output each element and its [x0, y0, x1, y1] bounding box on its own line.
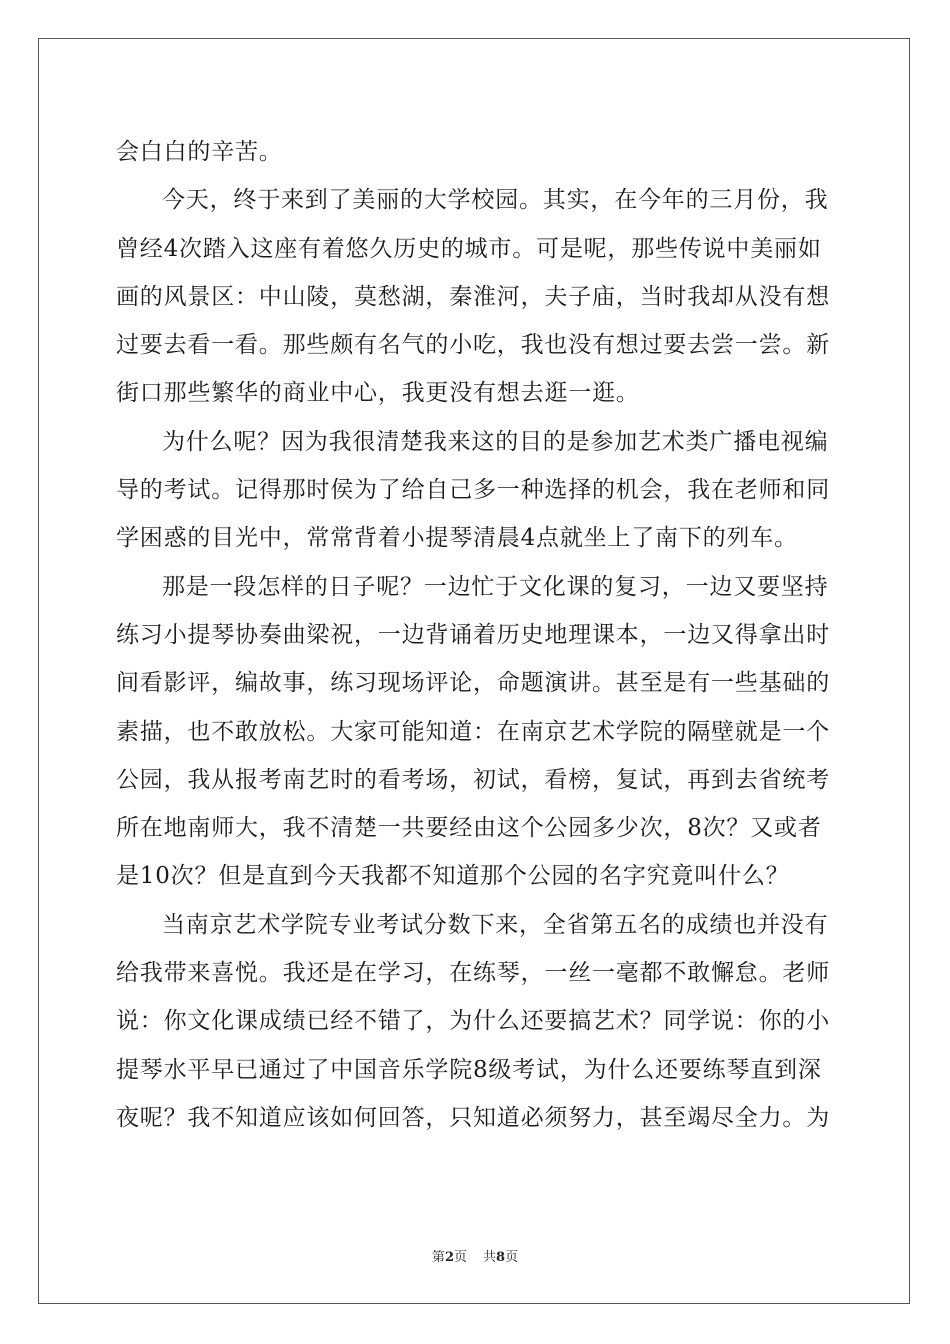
text-line: 过要去看一看。那些颇有名气的小吃，我也没有想过要去尝一尝。新 — [116, 332, 830, 359]
text-line: 间看影评，编故事，练习现场评论，命题演讲。甚至是有一些基础的 — [116, 670, 830, 697]
text-line: 那是一段怎样的日子呢？一边忙于文化课的复习，一边又要坚持 — [162, 573, 829, 600]
text-line: 公园，我从报考南艺时的看考场，初试，看榜，复试，再到去省统考 — [116, 766, 830, 793]
page-number: 2 — [444, 1250, 454, 1265]
text-line: 夜呢？我不知道应该如何回答，只知道必须努力，甚至竭尽全力。为 — [116, 1104, 830, 1131]
total-suffix: 页 — [505, 1250, 519, 1265]
text-line: 画的风景区：中山陵，莫愁湖，秦淮河，夫子庙，当时我却从没有想 — [116, 283, 830, 310]
text-line: 当南京艺术学院专业考试分数下来，全省第五名的成绩也并没有 — [162, 911, 829, 938]
text-line: 素描，也不敢放松。大家可能知道：在南京艺术学院的隔壁就是一个 — [116, 718, 830, 745]
total-pages: 8 — [496, 1250, 506, 1265]
text-line: 给我带来喜悦。我还是在学习，在练琴，一丝一毫都不敢懈怠。老师 — [116, 960, 830, 987]
text-line: 是10次？但是直到今天我都不知道那个公园的名字究竟叫什么？ — [116, 863, 790, 890]
text-line: 提琴水平早已通过了中国音乐学院8级考试，为什么还要练琴直到深 — [116, 1056, 822, 1083]
text-line: 所在地南师大，我不清楚一共要经由这个公园多少次，8次？又或者 — [116, 815, 822, 842]
text-line: 导的考试。记得那时侯为了给自己多一种选择的机会，我在老师和同 — [116, 477, 830, 504]
text-line: 学困惑的目光中，常常背着小提琴清晨4点就坐上了南下的列车。 — [116, 525, 798, 552]
total-prefix: 共 — [483, 1250, 497, 1265]
document-body — [116, 128, 836, 1142]
page-prefix: 第 — [431, 1250, 445, 1265]
text-line: 今天，终于来到了美丽的大学校园。其实，在今年的三月份，我 — [162, 187, 829, 214]
text-line: 街口那些繁华的商业中心，我更没有想去逛一逛。 — [116, 380, 640, 407]
page-suffix: 页 — [453, 1250, 467, 1265]
text-line: 说：你文化课成绩已经不错了，为什么还要搞艺术？同学说：你的小 — [116, 1008, 830, 1035]
text-line: 练习小提琴协奏曲梁祝，一边背诵着历史地理课本，一边又得拿出时 — [116, 621, 830, 648]
text-line: 为什么呢？因为我很清楚我来这的目的是参加艺术类广播电视编 — [162, 428, 829, 455]
page-footer — [0, 1246, 950, 1265]
text-line: 曾经4次踏入这座有着悠久历史的城市。可是呢，那些传说中美丽如 — [116, 235, 822, 262]
text-line: 会白白的辛苦。 — [116, 139, 283, 165]
